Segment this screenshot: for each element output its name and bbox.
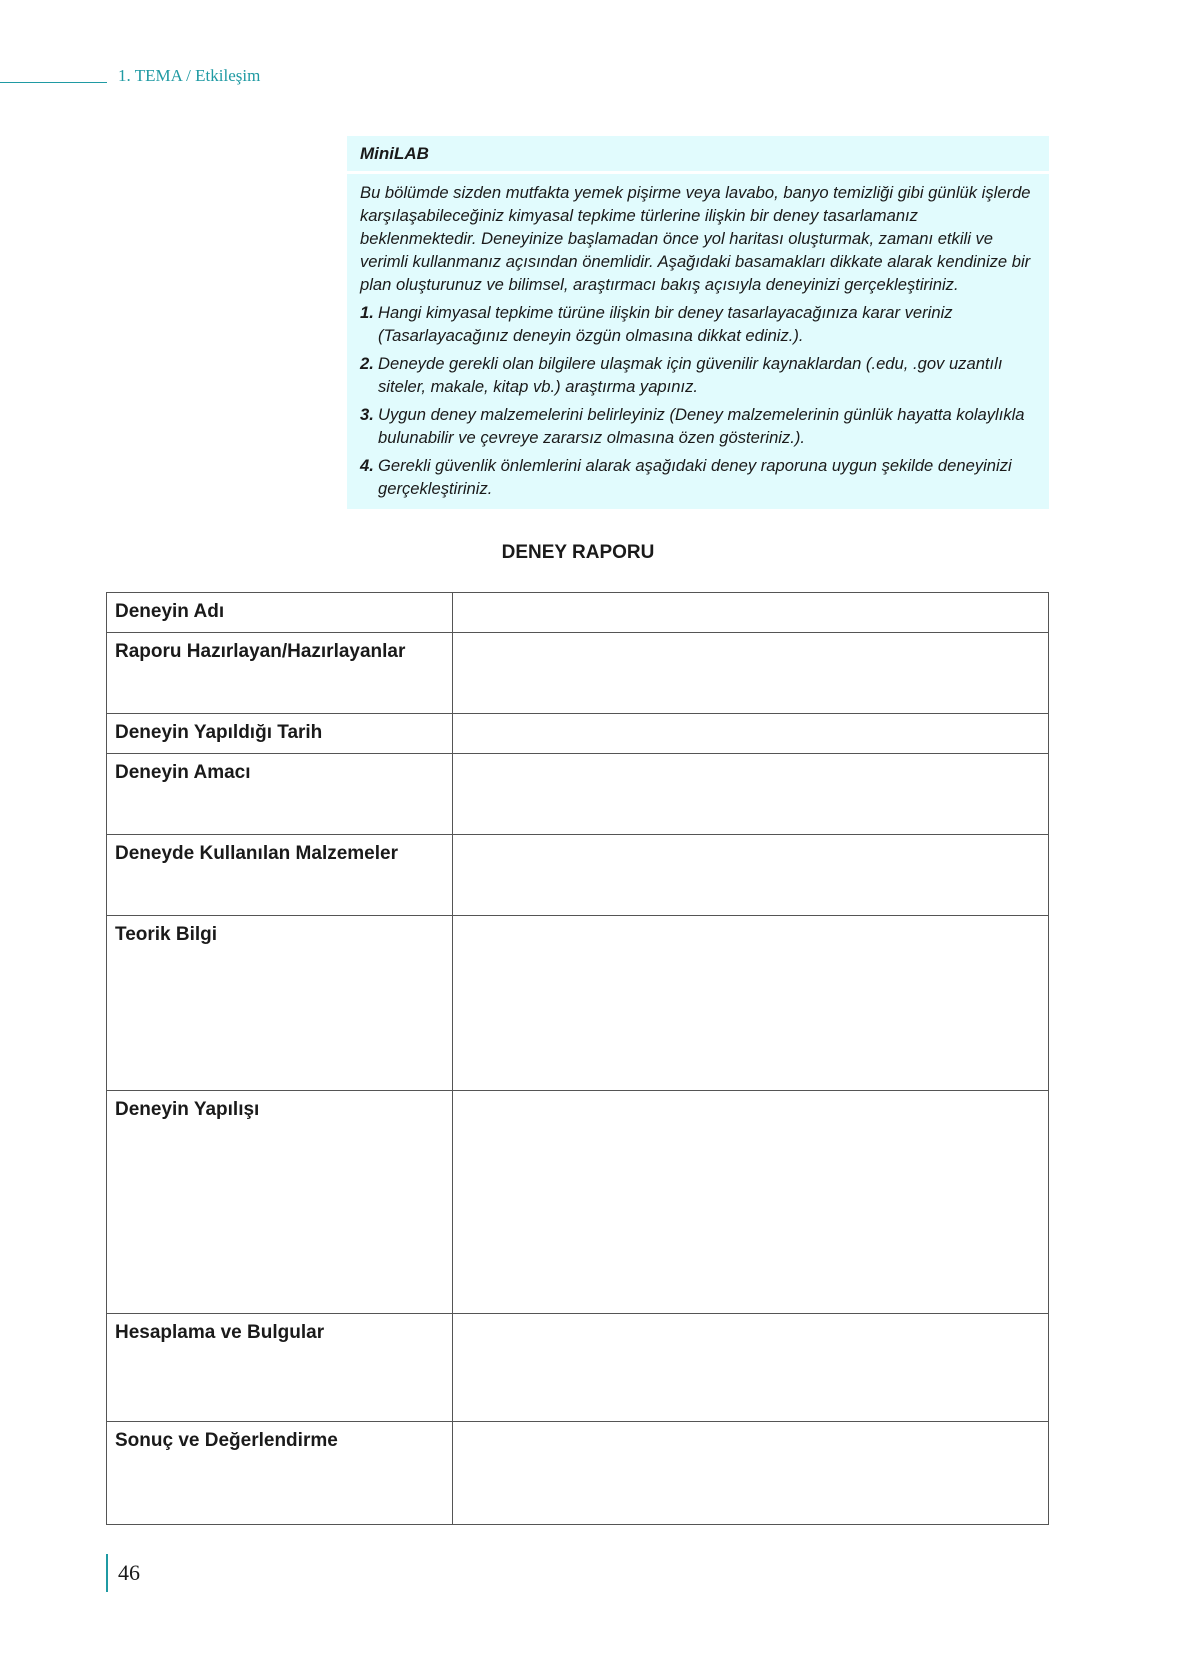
minilab-title: MiniLAB (347, 136, 1049, 174)
step-number: 2. (360, 354, 374, 373)
table-row (107, 1422, 1049, 1525)
row-label: Deneyin Yapılışı (107, 1091, 453, 1314)
minilab-step (360, 352, 1037, 398)
page-number: 46 (118, 1560, 140, 1585)
step-number: 4. (360, 456, 374, 475)
row-label: Deneyin Adı (107, 593, 453, 633)
minilab-step (360, 301, 1037, 347)
row-label: Teorik Bilgi (107, 916, 453, 1091)
row-label: Hesaplama ve Bulgular (107, 1314, 453, 1422)
row-value-field[interactable] (453, 754, 1049, 835)
report-table (106, 592, 1049, 1525)
row-value-field[interactable] (453, 1091, 1049, 1314)
row-value-field[interactable] (453, 633, 1049, 714)
minilab-step (360, 403, 1037, 449)
row-value-field[interactable] (453, 714, 1049, 754)
row-label: Deneyin Amacı (107, 754, 453, 835)
table-row (107, 714, 1049, 754)
minilab-step (360, 454, 1037, 500)
row-value-field[interactable] (453, 593, 1049, 633)
row-value-field[interactable] (453, 1314, 1049, 1422)
step-text: Uygun deney malzemelerini belirleyiniz (Deney malzemelerinin günlük hayatta kolaylıkla bulunabilir ve çevreye zararsız olmasına özen gösteriniz.). (378, 405, 1025, 447)
report-title: DENEY RAPORU (501, 542, 655, 563)
row-value-field[interactable] (453, 1422, 1049, 1525)
minilab-intro: Bu bölümde sizden mutfakta yemek pişirme veya lavabo, banyo temizliği gibi günlük işlerde karşılaşabileceğiniz kimyasal tepkime türlerine ilişkin bir deney tasarlamanız beklenmektedir. Deneyinize başlamadan önce yol haritası oluşturmak, zamanı etkili ve verimli kullanmanız açısından önemlidir. Aşağıdaki basamakları dikkate alarak kendinize bir plan oluşturunuz ve bilimsel, araştırmacı bakış açısıyla deneyinizi gerçekleştiriniz. (360, 183, 1031, 294)
table-row (107, 593, 1049, 633)
page-number-bar (106, 1554, 108, 1592)
header-rule (0, 82, 107, 83)
step-text: Deneyde gerekli olan bilgilere ulaşmak için güvenilir kaynaklardan (.edu, .gov uzantılı siteler, makale, kitap vb.) araştırma yapınız. (378, 354, 1003, 396)
step-number: 3. (360, 405, 374, 424)
row-label: Deneyde Kullanılan Malzemeler (107, 835, 453, 916)
row-value-field[interactable] (453, 835, 1049, 916)
chapter-header: 1. TEMA / Etkileşim (118, 66, 261, 85)
row-label: Sonuç ve Değerlendirme (107, 1422, 453, 1525)
table-row (107, 835, 1049, 916)
step-number: 1. (360, 303, 374, 322)
row-label: Raporu Hazırlayan/Hazırlayanlar (107, 633, 453, 714)
minilab-body (347, 174, 1049, 509)
table-row (107, 754, 1049, 835)
row-value-field[interactable] (453, 916, 1049, 1091)
table-row (107, 916, 1049, 1091)
row-label: Deneyin Yapıldığı Tarih (107, 714, 453, 754)
table-row (107, 633, 1049, 714)
table-row (107, 1314, 1049, 1422)
table-row (107, 1091, 1049, 1314)
minilab-box (347, 136, 1049, 509)
step-text: Gerekli güvenlik önlemlerini alarak aşağıdaki deney raporuna uygun şekilde deneyinizi gerçekleştiriniz. (378, 456, 1012, 498)
step-text: Hangi kimyasal tepkime türüne ilişkin bir deney tasarlayacağınıza karar veriniz (Tasarlayacağınız deneyin özgün olmasına dikkat ediniz.). (378, 303, 953, 345)
